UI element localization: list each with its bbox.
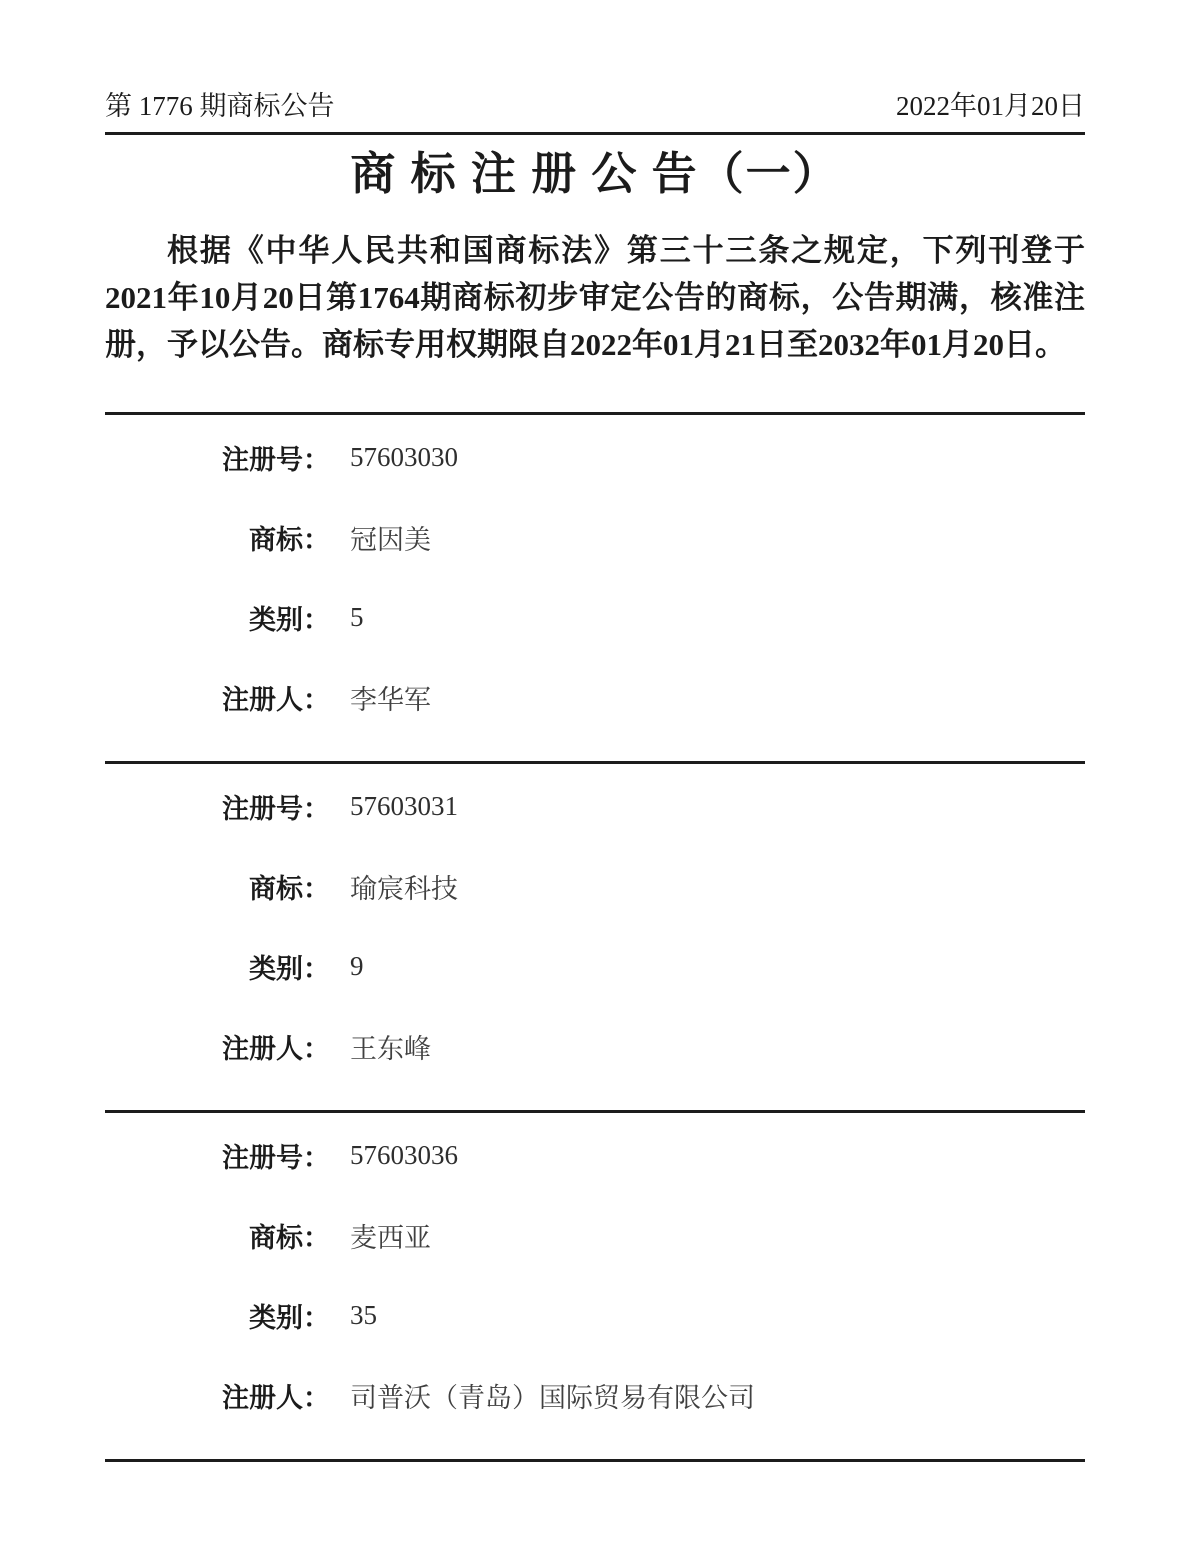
registration-number-label: 注册号： <box>222 793 330 824</box>
trademark-name-value: 麦西亚 <box>350 1222 431 1253</box>
registrant-value: 李华军 <box>350 684 431 715</box>
category-value: 35 <box>350 1299 377 1330</box>
page-header <box>105 0 1085 135</box>
trademark-name-row <box>105 1195 1085 1275</box>
trademark-name-label: 商标： <box>249 524 330 555</box>
registration-number-row <box>105 417 1085 497</box>
category-row <box>105 577 1085 657</box>
registrant-row <box>105 1355 1085 1435</box>
trademark-name-value: 瑜宸科技 <box>350 873 458 904</box>
trademark-entries-table <box>105 412 1085 1462</box>
registration-number-value: 57603031 <box>350 790 458 821</box>
category-label: 类别： <box>249 953 330 984</box>
registration-number-row <box>105 766 1085 846</box>
trademark-entry-3 <box>105 1113 1085 1459</box>
trademark-name-value: 冠因美 <box>350 524 431 555</box>
category-value: 5 <box>350 601 364 632</box>
registrant-label: 注册人： <box>222 684 330 715</box>
category-value: 9 <box>350 950 364 981</box>
registrant-row <box>105 657 1085 737</box>
intro-paragraph: 根据《中华人民共和国商标法》第三十三条之规定，下列刊登于2021年10月20日第1764期商标初步审定公告的商标，公告期满，核准注册，予以公告。商标专用权期限自2022年01月21日至2032年01月20日。 <box>105 233 1085 363</box>
category-label: 类别： <box>249 1302 330 1333</box>
trademark-name-label: 商标： <box>249 873 330 904</box>
gazette-issue-label: 第 1776 期商标公告 <box>105 91 335 121</box>
registration-number-label: 注册号： <box>222 444 330 475</box>
registrant-row <box>105 1006 1085 1086</box>
registration-number-label: 注册号： <box>222 1142 330 1173</box>
trademark-name-row <box>105 497 1085 577</box>
registration-number-row <box>105 1115 1085 1195</box>
registration-number-value: 57603030 <box>350 441 458 472</box>
trademark-name-row <box>105 846 1085 926</box>
gazette-date-label: 2022年01月20日 <box>896 91 1085 121</box>
trademark-name-label: 商标： <box>249 1222 330 1253</box>
registrant-value: 王东峰 <box>350 1033 431 1064</box>
registrant-label: 注册人： <box>222 1382 330 1413</box>
category-row <box>105 1275 1085 1355</box>
trademark-entry-2 <box>105 764 1085 1113</box>
registrant-value: 司普沃（青岛）国际贸易有限公司 <box>350 1382 755 1413</box>
trademark-entry-1 <box>105 415 1085 764</box>
category-label: 类别： <box>249 604 330 635</box>
registrant-label: 注册人： <box>222 1033 330 1064</box>
category-row <box>105 926 1085 1006</box>
registration-number-value: 57603036 <box>350 1139 458 1170</box>
page-title: 商 标 注 册 公 告（一） <box>350 149 840 200</box>
